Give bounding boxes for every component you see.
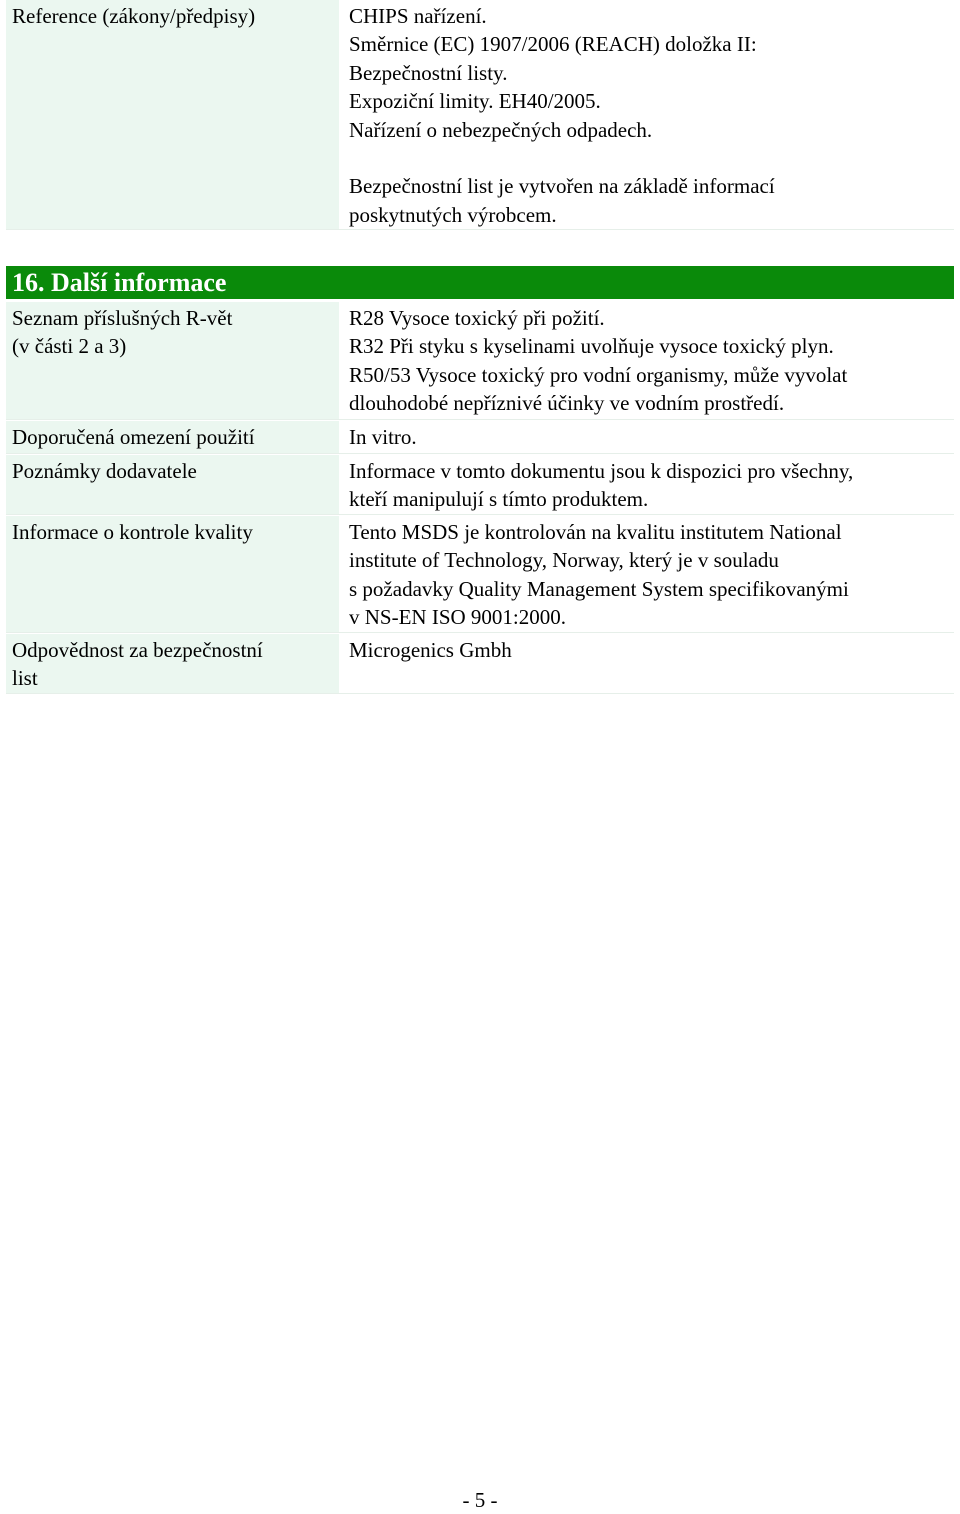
page-number: - 5 -	[462, 1488, 498, 1512]
rphrases-label-cell	[6, 302, 339, 419]
supplier-notes-value-cell	[339, 455, 954, 514]
reference-note-line: Bezpečnostní list je vytvořen na základě informací	[349, 174, 775, 199]
quality-line: institute of Technology, Norway, který je v souladu	[349, 548, 779, 573]
responsibility-label-cell	[6, 634, 339, 693]
restrictions-label-cell	[6, 421, 339, 453]
references-label-cell	[6, 0, 339, 229]
section-16-title: 16. Další informace	[12, 268, 227, 297]
rphrase-line: R28 Vysoce toxický při požití.	[349, 306, 605, 330]
supplier-notes-row	[6, 455, 954, 515]
reference-line: Bezpečnostní listy.	[349, 60, 508, 85]
quality-label: Informace o kontrole kvality	[12, 520, 253, 544]
responsibility-value-cell	[339, 634, 954, 693]
reference-line: Směrnice (EC) 1907/2006 (REACH) doložka II:	[349, 32, 757, 57]
rphrases-label-line: (v části 2 a 3)	[12, 334, 127, 359]
quality-line: s požadavky Quality Management System specifikovanými	[349, 576, 849, 601]
references-label: Reference (zákony/předpisy)	[12, 4, 256, 28]
quality-label-cell	[6, 516, 339, 632]
quality-line: Tento MSDS je kontrolován na kvalitu institutem National	[349, 520, 842, 544]
spacer	[349, 144, 954, 172]
responsibility-label-line: Odpovědnost za bezpečnostní	[12, 638, 263, 662]
reference-line: CHIPS nařízení.	[349, 4, 487, 28]
responsibility-row	[6, 634, 954, 694]
quality-row	[6, 516, 954, 633]
quality-value-cell	[339, 516, 954, 632]
restrictions-value-cell	[339, 421, 954, 453]
rphrase-line: R50/53 Vysoce toxický pro vodní organismy, může vyvolat	[349, 362, 848, 387]
reference-line: Expoziční limity. EH40/2005.	[349, 89, 601, 114]
references-value-cell	[339, 0, 954, 229]
restrictions-row	[6, 421, 954, 454]
supplier-notes-label: Poznámky dodavatele	[12, 459, 197, 483]
restrictions-label: Doporučená omezení použití	[12, 425, 255, 449]
responsibility-label-line: list	[12, 666, 38, 691]
quality-line: v NS-EN ISO 9001:2000.	[349, 605, 567, 630]
supplier-notes-line: Informace v tomto dokumentu jsou k dispozici pro všechny,	[349, 459, 854, 483]
supplier-notes-line: kteří manipulují s tímto produktem.	[349, 487, 649, 512]
rphrase-line: dlouhodobé nepříznivé účinky ve vodním prostředí.	[349, 391, 785, 416]
reference-note-line: poskytnutých výrobcem.	[349, 202, 557, 227]
rphrases-value-cell	[339, 302, 954, 419]
responsibility-value: Microgenics Gmbh	[349, 638, 512, 662]
restrictions-value: In vitro.	[349, 425, 417, 449]
supplier-notes-label-cell	[6, 455, 339, 514]
references-row	[6, 0, 954, 230]
reference-line: Nařízení o nebezpečných odpadech.	[349, 117, 653, 142]
rphrases-label-line: Seznam příslušných R-vět	[12, 306, 233, 330]
rphrases-row	[6, 302, 954, 420]
rphrase-line: R32 Při styku s kyselinami uvolňuje vysoce toxický plyn.	[349, 334, 834, 359]
section-16-header	[6, 266, 954, 299]
